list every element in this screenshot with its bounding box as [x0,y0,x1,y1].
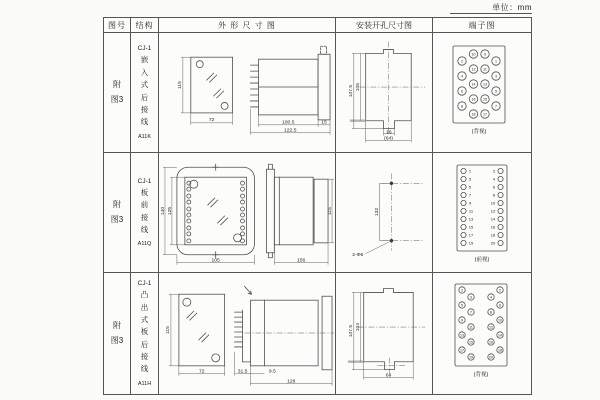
model-label: CJ-1 [137,45,152,53]
svg-text:2: 2 [461,58,463,63]
svg-text:31.5: 31.5 [237,369,248,375]
svg-text:107.5: 107.5 [349,84,355,97]
svg-text:100.5: 100.5 [282,120,295,126]
svg-text:20: 20 [489,354,493,359]
header-structure: 结构 [131,18,159,33]
svg-text:13: 13 [460,332,464,337]
svg-text:15: 15 [321,120,327,126]
svg-text:156: 156 [297,258,306,264]
terminal-diagram-a11q [433,153,531,273]
spec-table [103,17,532,395]
outline-cell-row1 [159,33,336,153]
header-terminal: 端子图 [433,18,531,33]
install-diagram-a11k [336,33,432,153]
svg-text:72: 72 [198,369,205,375]
type-code: A11K [137,133,152,140]
svg-text:105: 105 [356,82,362,91]
fig-no-label: 附图3 [110,200,124,224]
svg-text:15: 15 [483,96,487,101]
side-view [235,286,332,370]
header-fig-no: 图号 [104,18,131,33]
svg-text:3: 3 [495,73,497,78]
svg-text:13: 13 [468,215,474,221]
svg-text:3: 3 [470,294,472,299]
svg-text:17: 17 [483,111,487,116]
svg-text:12: 12 [489,324,493,329]
front-view [179,294,225,366]
fig-no-label: 附图3 [110,321,124,345]
fig-no-row3 [104,273,131,394]
svg-text:1: 1 [468,167,472,173]
svg-text:10: 10 [471,51,476,56]
svg-text:105: 105 [211,258,220,264]
svg-text:5: 5 [495,88,497,93]
type-code: A11Q [137,241,152,248]
svg-text:9.5: 9.5 [268,369,276,375]
structure-row2 [131,153,159,273]
svg-text:17: 17 [460,347,464,352]
svg-text:6: 6 [492,183,496,189]
svg-text:104: 104 [356,322,362,331]
svg-text:3: 3 [468,175,472,181]
svg-text:14: 14 [498,332,502,337]
structure-row3 [131,273,159,394]
svg-text:5: 5 [461,302,463,307]
svg-text:72: 72 [208,117,215,123]
svg-text:16: 16 [471,96,476,101]
terminal-cell-row1 [433,33,531,153]
terminal-pins [458,49,500,117]
svg-text:18: 18 [490,231,496,237]
svg-text:16: 16 [490,223,496,229]
svg-text:10: 10 [498,317,502,322]
model-label: CJ-1 [137,280,152,288]
svg-text:15: 15 [468,223,474,229]
front-view [191,57,233,113]
view-caption: (背视) [473,371,489,378]
svg-text:7: 7 [470,309,472,314]
structure-name: 凸出式板后接线 [140,290,149,374]
svg-text:132: 132 [374,207,380,216]
svg-text:4: 4 [461,73,463,78]
terminal-cell-row2 [433,153,531,273]
svg-text:14: 14 [490,215,496,221]
svg-text:122.5: 122.5 [284,128,297,134]
type-code: A11H [137,380,152,387]
svg-text:13: 13 [483,81,487,86]
structure-name: 板前接线 [140,187,149,234]
svg-text:(64): (64) [384,135,393,141]
svg-text:17: 17 [468,231,474,237]
view-caption: (前视) [474,256,490,263]
install-diagram-a11q [336,153,432,273]
svg-text:115: 115 [178,80,184,89]
svg-text:18: 18 [471,111,476,116]
structure-name: 嵌入式后接线 [140,55,149,127]
svg-text:1: 1 [495,58,497,63]
svg-text:6: 6 [461,88,463,93]
svg-text:14: 14 [471,81,476,86]
svg-text:16: 16 [489,339,493,344]
svg-text:12: 12 [471,66,476,71]
svg-text:4: 4 [490,294,492,299]
svg-text:115: 115 [327,206,333,215]
svg-text:115: 115 [166,325,172,334]
hole-callout: 2-Φ6 [352,252,364,258]
svg-text:18: 18 [498,347,502,352]
svg-text:20: 20 [490,239,496,245]
svg-text:1: 1 [461,287,463,292]
fig-no-row1 [104,33,131,153]
outline-diagram-a11q [159,153,335,273]
terminal-diagram-a11h [433,274,531,394]
terminal-cell-row3 [433,273,531,394]
unit-label: 单位：mm [492,3,532,12]
fig-no-label: 附图3 [110,80,124,104]
install-cell-row1 [336,33,433,153]
svg-text:9: 9 [468,199,472,205]
terminal-diagram-a11k [433,33,531,153]
install-diagram-a11h [336,274,432,394]
svg-text:8: 8 [492,191,496,197]
terminal-pins [459,286,503,359]
structure-row1 [131,33,159,153]
install-cell-row3 [336,273,433,394]
header-install: 安装开孔尺寸图 [336,18,433,33]
svg-text:4: 4 [492,175,496,181]
svg-text:15: 15 [469,339,473,344]
svg-text:7: 7 [468,191,472,197]
outline-diagram-a11h [159,274,335,394]
svg-text:8: 8 [461,103,463,108]
svg-text:64: 64 [385,372,392,378]
side-view [266,164,328,257]
svg-text:12: 12 [490,207,496,213]
side-view [250,46,330,120]
outline-diagram-a11k [159,33,335,153]
outline-cell-row2 [159,153,336,273]
header-outline: 外 形 尺 寸 图 [159,18,336,33]
svg-text:9: 9 [461,317,463,322]
svg-text:11: 11 [483,66,487,71]
svg-text:16: 16 [386,129,392,135]
svg-text:9: 9 [484,51,486,56]
svg-text:2: 2 [499,287,501,292]
svg-text:11: 11 [468,207,474,213]
model-label: CJ-1 [137,177,152,185]
svg-text:8: 8 [490,309,492,314]
svg-text:11: 11 [469,324,473,329]
front-view [177,164,255,257]
svg-text:19: 19 [468,239,474,245]
svg-text:2: 2 [492,167,496,173]
fig-no-row2 [104,153,131,273]
outline-cell-row3 [159,273,336,394]
svg-text:140: 140 [160,206,166,215]
svg-text:19: 19 [469,354,473,359]
svg-text:10: 10 [490,199,496,205]
svg-text:6: 6 [499,302,501,307]
svg-text:125: 125 [167,206,173,215]
terminal-pins [461,168,503,245]
svg-text:126: 126 [287,379,296,385]
install-cell-row2 [336,153,433,273]
svg-text:107.5: 107.5 [349,324,355,337]
view-caption: (背视) [471,128,487,135]
unit-underline [450,13,532,14]
svg-text:5: 5 [468,183,472,189]
svg-text:7: 7 [495,103,497,108]
